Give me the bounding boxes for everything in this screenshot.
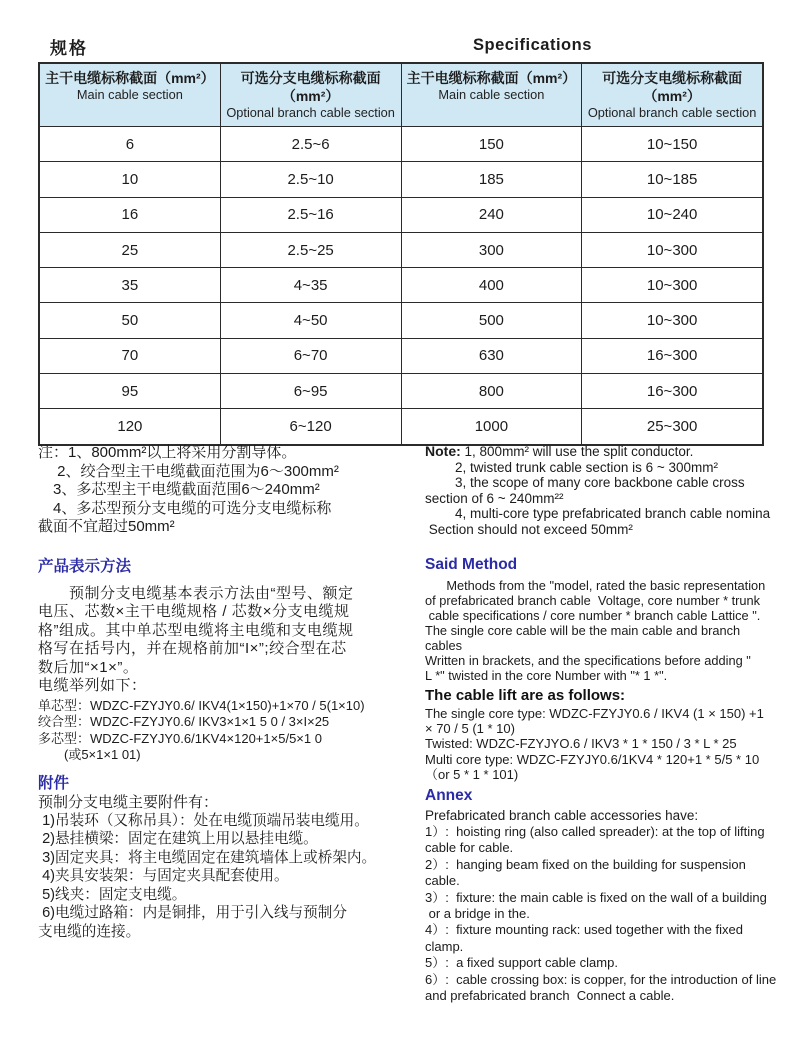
header-cell-main-2 [402, 64, 583, 126]
header-en: Main cable section [76, 87, 183, 102]
table-cell: 10~240 [646, 206, 698, 224]
table-cell: 300 [402, 233, 583, 267]
text-line: 电压、芯数×主干电缆规格 / 芯数×分支电缆规 [38, 603, 350, 620]
table-header-row [40, 64, 762, 126]
text-line: 注：1、800mm²以上将采用分割导体。 [38, 444, 297, 461]
text-line: The single core type: WDZC-FZYJY0.6 / IKV4 (1 × 150) +1 [425, 706, 764, 721]
text-line: 格”组成。其中单芯型电缆将主电缆和支电缆规 [38, 621, 354, 639]
table-cell: 10~300 [646, 312, 698, 330]
table-cell: 6~70 [221, 339, 402, 373]
table-cell: 2.5~10 [221, 162, 402, 196]
text-line: 1）: hoisting ring (also called spreader): at the top of lifting [425, 824, 765, 840]
text-line: 4、多芯型预分支电缆的可选分支电缆标称 [38, 499, 332, 517]
annex-heading-en: Annex [425, 787, 473, 805]
text-line: 6)电缆过路箱：内是铜排，用于引入线与预制分 [38, 905, 347, 922]
header-cn: 主干电缆标称截面（mm²） [45, 70, 215, 86]
method-heading-cn: 产品表示方法 [38, 557, 132, 575]
annex-intro-cn: 预制分支电缆主要附件有： [38, 793, 219, 811]
said-method-paragraph [425, 578, 777, 683]
table-cell: 25~300 [646, 418, 698, 436]
text-line: 2、绞合型主干电缆截面范围为6～300mm² [38, 462, 339, 480]
text-line: 3, the scope of many core backbone cable cross [425, 475, 745, 490]
text-line: 截面不宜超过50mm² [38, 518, 175, 535]
text-line: cable for cable. [425, 840, 514, 856]
note-label: Note: [425, 443, 461, 459]
annex-heading-cn: 附件 [38, 774, 70, 792]
header-cn: 可选分支电缆标称截面（mm²） [602, 70, 743, 104]
table-cell: 70 [40, 339, 221, 373]
table-cell: 10~150 [646, 135, 698, 153]
table-cell: 16~300 [646, 347, 698, 365]
table-cell: 120 [40, 409, 221, 443]
said-method-heading: Said Method [425, 556, 518, 573]
cable-lift-lines [425, 706, 777, 782]
annex-intro-en: Prefabricated branch cable accessories have: [425, 808, 699, 824]
text-line: Methods from the "model, rated the basic representation [425, 578, 766, 593]
text-line: 4, multi-core type prefabricated branch cable nomina [425, 506, 771, 521]
right-column [425, 444, 777, 1004]
table-cell: 2.5~16 [221, 198, 402, 232]
text-line: 3）: fixture: the main cable is fixed on the wall of a building [425, 889, 767, 905]
text-line: 5)线夹：固定支电缆。 [38, 886, 187, 903]
text-line: L *" twisted in the core Number with "* 1 *". [425, 668, 668, 683]
text-line: Written in brackets, and the specifications before adding " [425, 653, 751, 668]
page-title-cn: 规格 [50, 39, 88, 58]
table-row [40, 197, 762, 232]
text-line: cable specifications / core number * branch cable Lattice ". [425, 608, 761, 623]
table-cell: 400 [402, 268, 583, 302]
text-line: 数后加“×1×”。 [38, 658, 139, 676]
text-line: 4)夹具安装架：与固定夹具配套使用。 [38, 868, 289, 885]
text-line: 4）: fixture mounting rack: used together with the fixed clamp. [425, 922, 747, 954]
table-cell: 50 [40, 303, 221, 337]
table-cell: 16 [40, 198, 221, 232]
cable-lift-heading: The cable lift are as follows: [425, 687, 626, 704]
header-en: Main cable section [438, 87, 545, 102]
table-cell: 10 [40, 162, 221, 196]
annex-items-cn [38, 812, 424, 942]
text-line: 3、多芯型主干电缆截面范围6～240mm² [38, 481, 320, 498]
table-cell: 2.5~6 [221, 127, 402, 161]
table-cell: 800 [402, 374, 583, 408]
method-paragraph-cn [38, 585, 424, 696]
header-en: Optional branch cable section [226, 105, 395, 120]
text-line: 3)固定夹具：将主电缆固定在建筑墙体上或桥架内。 [38, 849, 377, 866]
table-cell: 185 [402, 162, 583, 196]
text-line: 绞合型：WDZC-FZYJY0.6/ IKV3×1×1 5 0 / 3×I×25 [38, 714, 330, 729]
table-row [40, 338, 762, 373]
header-cell-main-1 [40, 64, 221, 126]
text-line: 2)悬挂横梁：固定在建筑上用以悬挂电缆。 [38, 831, 318, 848]
annex-items-en [425, 824, 777, 1004]
left-column [38, 444, 424, 942]
table-cell: 35 [40, 268, 221, 302]
table-row [40, 126, 762, 161]
text-line: 单芯型：WDZC-FZYJY0.6/ IKV4(1×150)+1×70 / 5(1×10) [38, 697, 365, 713]
text-line: 电缆举列如下： [38, 677, 147, 694]
text-line: 多芯型：WDZC-FZYJY0.6/1KV4×120+1×5/5×1 0 [38, 730, 322, 746]
table-cell: 10~300 [646, 276, 698, 294]
table-row [40, 232, 762, 267]
table-cell: 25 [40, 233, 221, 267]
table-cell: 16~300 [646, 382, 698, 400]
table-cell: 1000 [402, 409, 583, 443]
text-line: × 70 / 5 (1 * 10) [425, 721, 515, 737]
text-line: or a bridge in the. [425, 906, 530, 922]
table-row [40, 408, 762, 443]
text-line: 预制分支电缆基本表示方法由“型号、额定 [38, 584, 354, 602]
text-line: 2, twisted trunk cable section is 6 ~ 300mm² [425, 459, 719, 475]
text-line: (或5×1×1 01) [38, 747, 141, 762]
note-first-text: 1, 800mm² will use the split conductor. [460, 444, 694, 459]
text-line: Multi core type: WDZC-FZYJY0.6/1KV4 * 120+1 * 5/5 * 10 [425, 751, 760, 767]
text-line: section of 6 ~ 240mm²² [425, 490, 564, 506]
table-body [40, 126, 762, 444]
table-cell: 10~185 [646, 170, 698, 188]
text-line: 格写在括号内，并在规格前加“I×”;绞合型在芯 [38, 640, 347, 657]
table-cell: 630 [402, 339, 583, 373]
table-row [40, 161, 762, 196]
text-line: Twisted: WDZC-FZYJYO.6 / IKV3 * 1 * 150 / 3 * L * 25 [425, 736, 737, 752]
text-line: （or 5 * 1 * 101) [425, 766, 519, 782]
table-cell: 4~50 [221, 303, 402, 337]
specifications-table [38, 62, 764, 446]
header-cn: 可选分支电缆标称截面（mm²） [240, 70, 381, 104]
text-line: 5）: a fixed support cable clamp. [425, 955, 618, 971]
table-row [40, 302, 762, 337]
notes-cn-section [38, 444, 424, 537]
table-cell: 150 [402, 127, 583, 161]
header-en: Optional branch cable section [587, 105, 757, 120]
table-cell: 4~35 [221, 268, 402, 302]
text-line: 6）: cable crossing box: is copper, for the introduction of line [425, 971, 777, 987]
table-cell: 95 [40, 374, 221, 408]
table-row [40, 267, 762, 302]
text-line: of prefabricated branch cable Voltage, core number * trunk [425, 593, 761, 608]
header-cell-branch-1 [221, 64, 402, 126]
note-first-line [425, 444, 777, 460]
text-line: The single core cable will be the main cable and branch cables [425, 623, 744, 653]
page-title-en: Specifications [473, 36, 592, 54]
table-row [40, 373, 762, 408]
table-cell: 6~95 [221, 374, 402, 408]
note-lines [425, 460, 777, 538]
table-cell: 6~120 [221, 409, 402, 443]
notes-en-section [425, 444, 777, 537]
text-line: and prefabricated branch Connect a cable. [425, 988, 675, 1004]
header-cn: 主干电缆标称截面（mm²） [406, 70, 577, 86]
text-line: 1)吊装环（又称吊具）：处在电缆顶端吊装电缆用。 [38, 812, 369, 829]
header-cell-branch-2 [582, 64, 762, 126]
table-cell: 10~300 [646, 241, 698, 259]
text-line: 2）: hanging beam fixed on the building for suspension cable. [425, 856, 750, 889]
text-line: 支电缆的连接。 [38, 924, 141, 941]
table-cell: 500 [402, 303, 583, 337]
table-cell: 2.5~25 [221, 233, 402, 267]
cable-examples-cn [38, 698, 424, 764]
text-line: Section should not exceed 50mm² [425, 521, 633, 537]
table-cell: 6 [40, 127, 221, 161]
table-cell: 240 [402, 198, 583, 232]
